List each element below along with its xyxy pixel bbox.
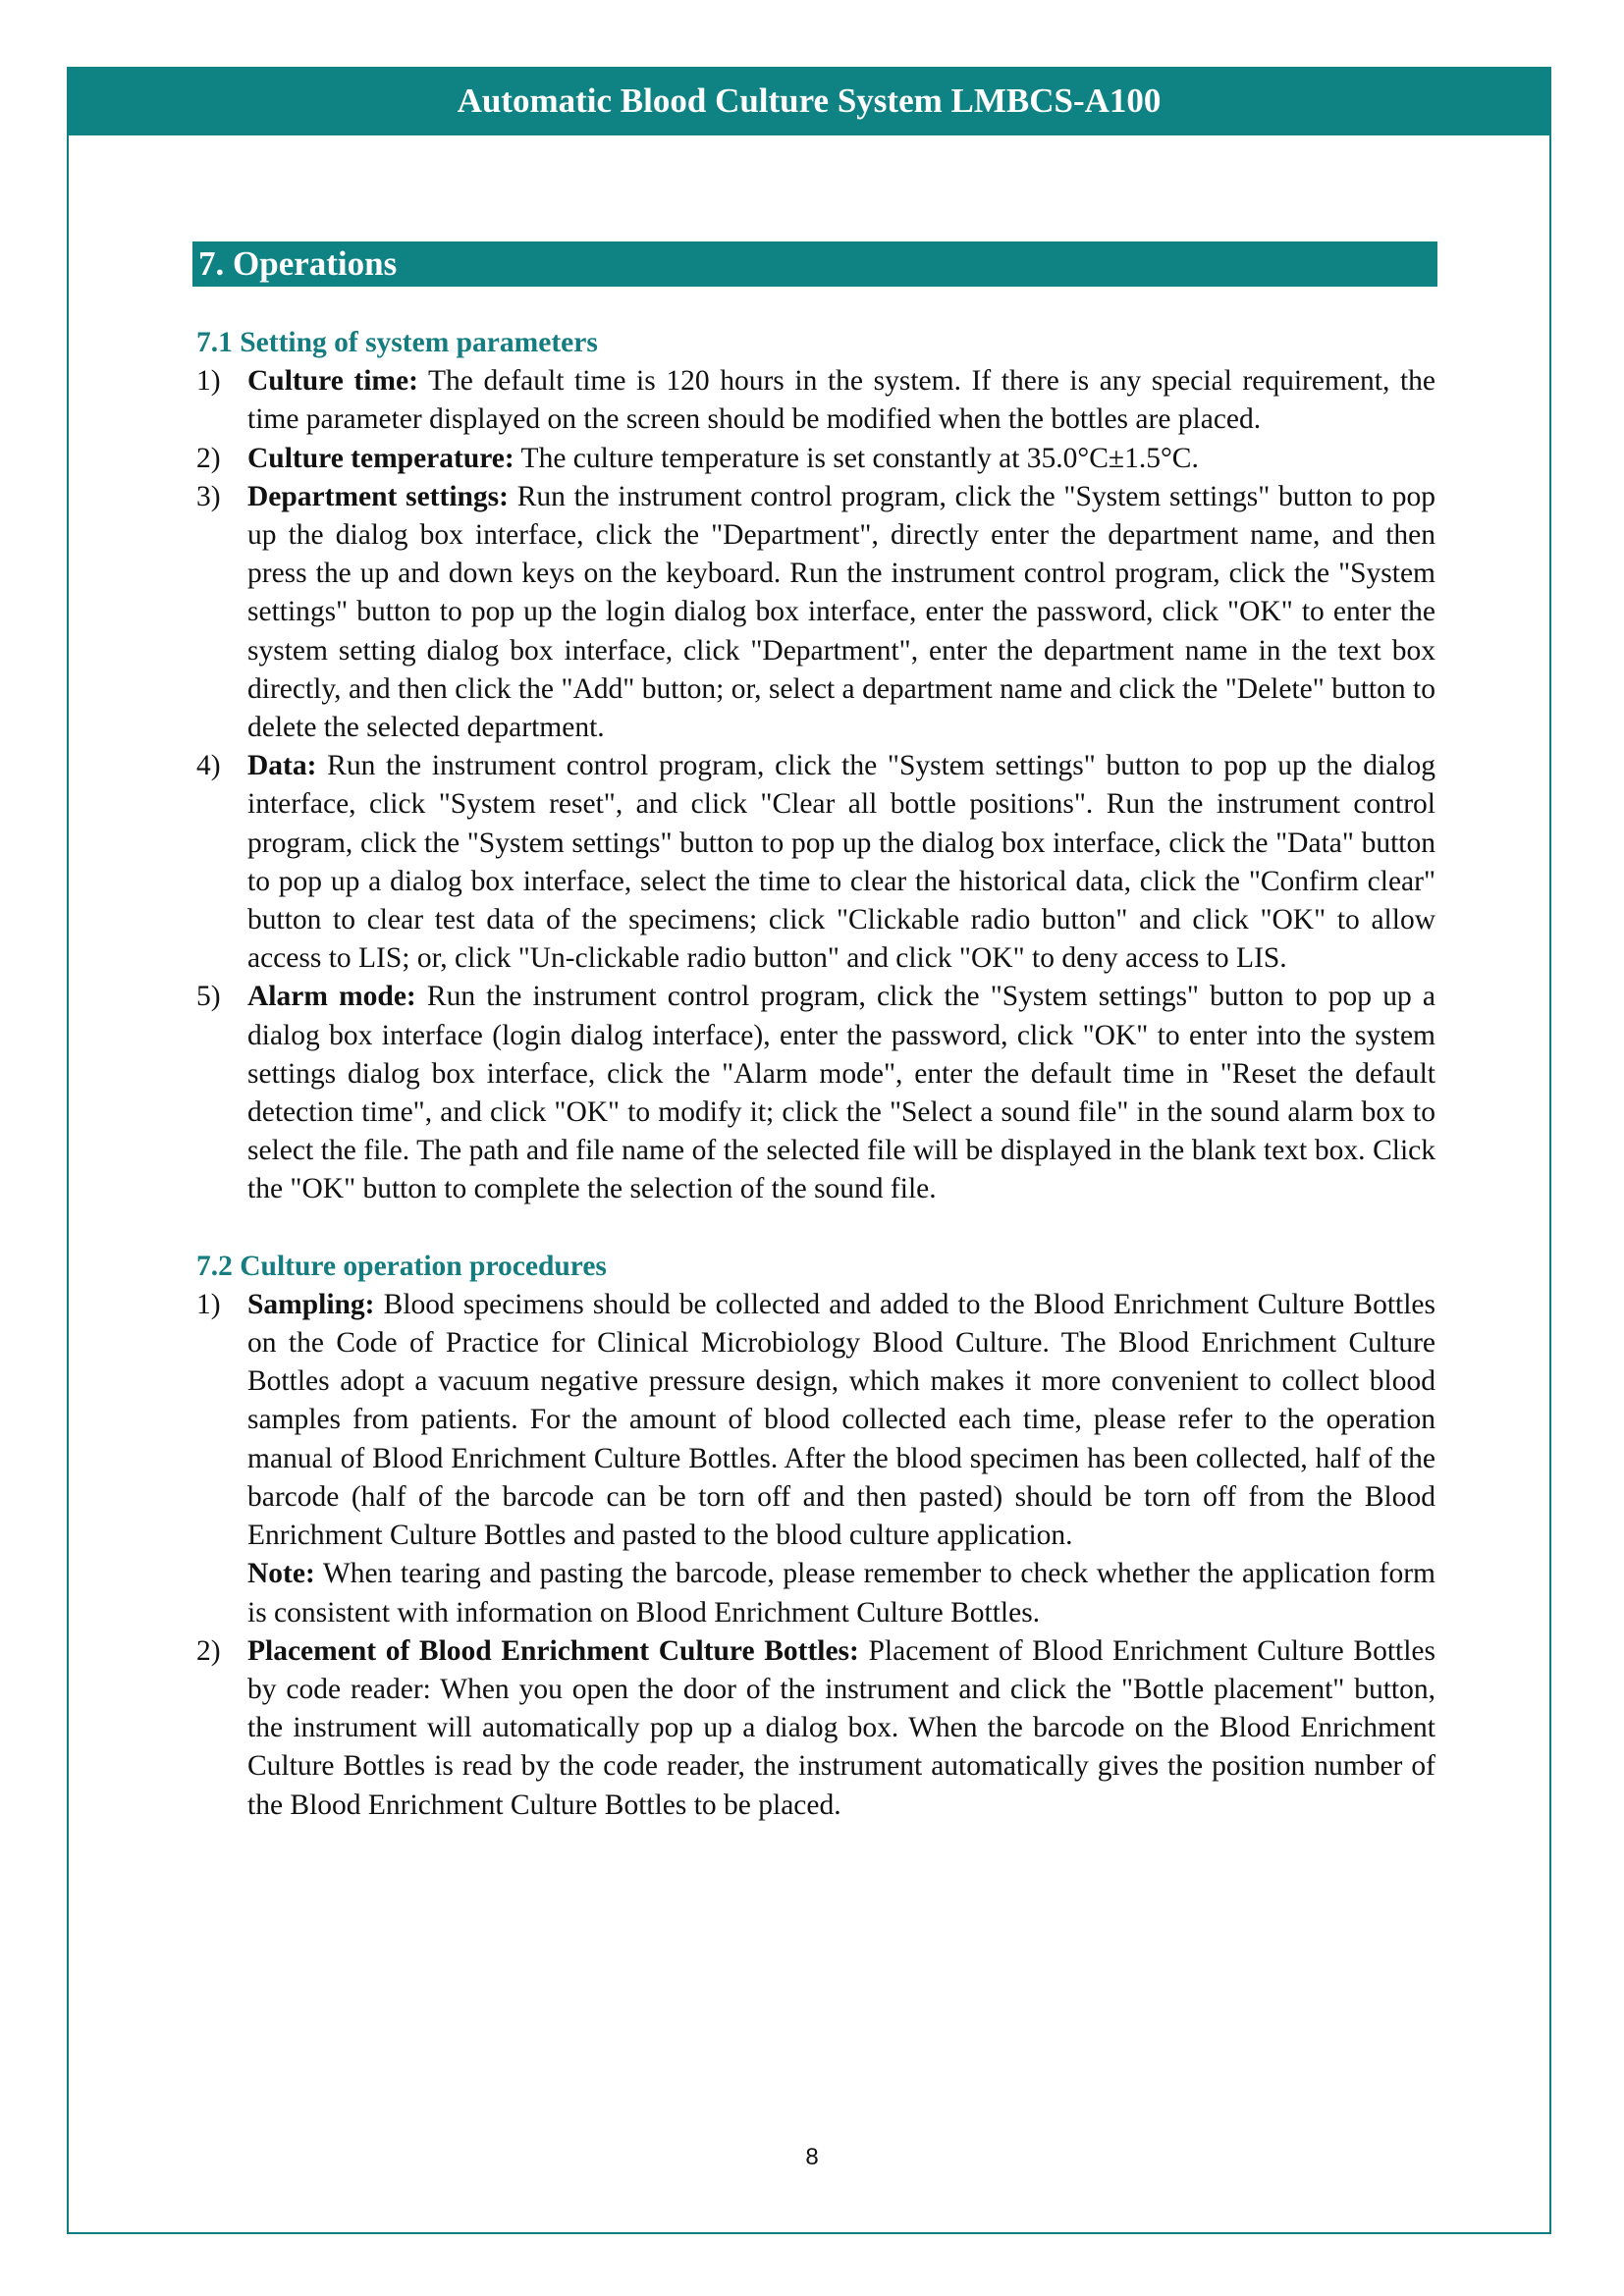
subsection-heading-7-2: 7.2 Culture operation procedures [196, 1250, 607, 1282]
header-title: Automatic Blood Culture System LMBCS-A100 [457, 81, 1162, 120]
item-label: Sampling: [247, 1288, 375, 1320]
spacer [196, 1209, 1435, 1248]
item-body: The culture temperature is set constantly at 35.0°C±1.5°C. [514, 442, 1199, 474]
item-body: The default time is 120 hours in the system. If there is any special requirement, the time parameter displayed on the screen should be modified when the bottles are placed. [247, 365, 1435, 436]
item-body: Run the instrument control program, click the "System settings" button to pop up the dialog interface, click "System reset", and click "Clear all bottle positions". Run the instrument control program, click the "System settings" button to pop up the dialog box interface, click the "Data" button to pop up a dialog box interface, select the time to clear the historical data, click the "Confirm clear" button to clear test data of the specimens; click "Clickable radio button" and click "OK" to allow access to LIS; or, click "Un-clickable radio button" and click "OK" to deny access to LIS. [247, 750, 1435, 975]
list-item [196, 440, 1435, 478]
list-number: 2) [196, 442, 221, 474]
list-number: 5) [196, 981, 221, 1013]
item-label: Alarm mode: [247, 981, 416, 1013]
item-label: Department settings: [247, 480, 509, 512]
page-content [196, 324, 1435, 1825]
item-body: Run the instrument control program, click the "System settings" button to pop up a dialog box interface (login dialog interface), enter the password, click "OK" to enter into the system settings dialog box interface, click the "Alarm mode", enter the default time in "Reset the default detection time", and click "OK" to modify it; click the "Select a sound file" in the sound alarm box to select the file. The path and file name of the selected file will be displayed in the blank text box. Click the "OK" button to complete the selection of the sound file. [247, 981, 1435, 1205]
item-label: Culture temperature: [247, 442, 514, 474]
list-text [247, 1286, 1435, 1632]
document-header [67, 67, 1551, 135]
note-label: Note: [247, 1558, 315, 1590]
section-title-bar [192, 241, 1437, 287]
list-text [247, 440, 1435, 478]
list-number: 3) [196, 480, 221, 512]
item-body: Blood specimens should be collected and added to the Blood Enrichment Culture Bottles on the Code of Practice for Clinical Microbiology Blood Culture. The Blood Enrichment Culture Bottles adopt a vacuum negative pressure design, which makes it more convenient to collect blood samples from patients. For the amount of blood collected each time, please refer to the operation manual of Blood Enrichment Culture Bottles. After the blood specimen has been collected, half of the barcode (half of the barcode can be torn off and then pasted) should be torn off from the Blood Enrichment Culture Bottles and pasted to the blood culture application. [247, 1288, 1435, 1552]
section-title: 7. Operations [198, 244, 398, 283]
list-number: 4) [196, 750, 221, 782]
list-text [247, 1632, 1435, 1825]
list-number: 1) [196, 365, 221, 398]
list-number: 1) [196, 1288, 221, 1320]
item-label: Data: [247, 750, 317, 782]
note-body: When tearing and pasting the barcode, please remember to check whether the application form is consistent with information on Blood Enrichment Culture Bottles. [247, 1558, 1435, 1629]
list-text [247, 478, 1435, 747]
list-text [247, 978, 1435, 1208]
item-label: Culture time: [247, 365, 418, 398]
list-item [196, 978, 1435, 1208]
list-item [196, 362, 1435, 439]
list-item [196, 478, 1435, 747]
list-item [196, 1632, 1435, 1825]
list-text [247, 362, 1435, 439]
item-body: Run the instrument control program, click the "System settings" button to pop up the dialog box interface, click the "Department", directly enter the department name, and then press the up and down keys on the keyboard. Run the instrument control program, click the "System settings" button to pop up the login dialog box interface, enter the password, click "OK" to enter the system setting dialog box interface, click "Department", enter the department name in the text box directly, and then click the "Add" button; or, select a department name and click the "Delete" button to delete the selected department. [247, 480, 1436, 744]
item-label: Placement of Blood Enrichment Culture Bottles: [247, 1634, 859, 1667]
list-item [196, 747, 1435, 978]
subsection-heading-7-1: 7.1 Setting of system parameters [196, 327, 598, 358]
list-item [196, 1286, 1435, 1632]
list-number: 2) [196, 1634, 221, 1667]
item-body: Placement of Blood Enrichment Culture Bottles by code reader: When you open the door of the instrument and click the "Bottle placement" button, the instrument will automatically pop up a dialog box. When the barcode on the Blood Enrichment Culture Bottles is read by the code reader, the instrument automatically gives the position number of the Blood Enrichment Culture Bottles to be placed. [247, 1634, 1435, 1821]
page-number: 8 [805, 2144, 819, 2170]
list-text [247, 747, 1435, 978]
